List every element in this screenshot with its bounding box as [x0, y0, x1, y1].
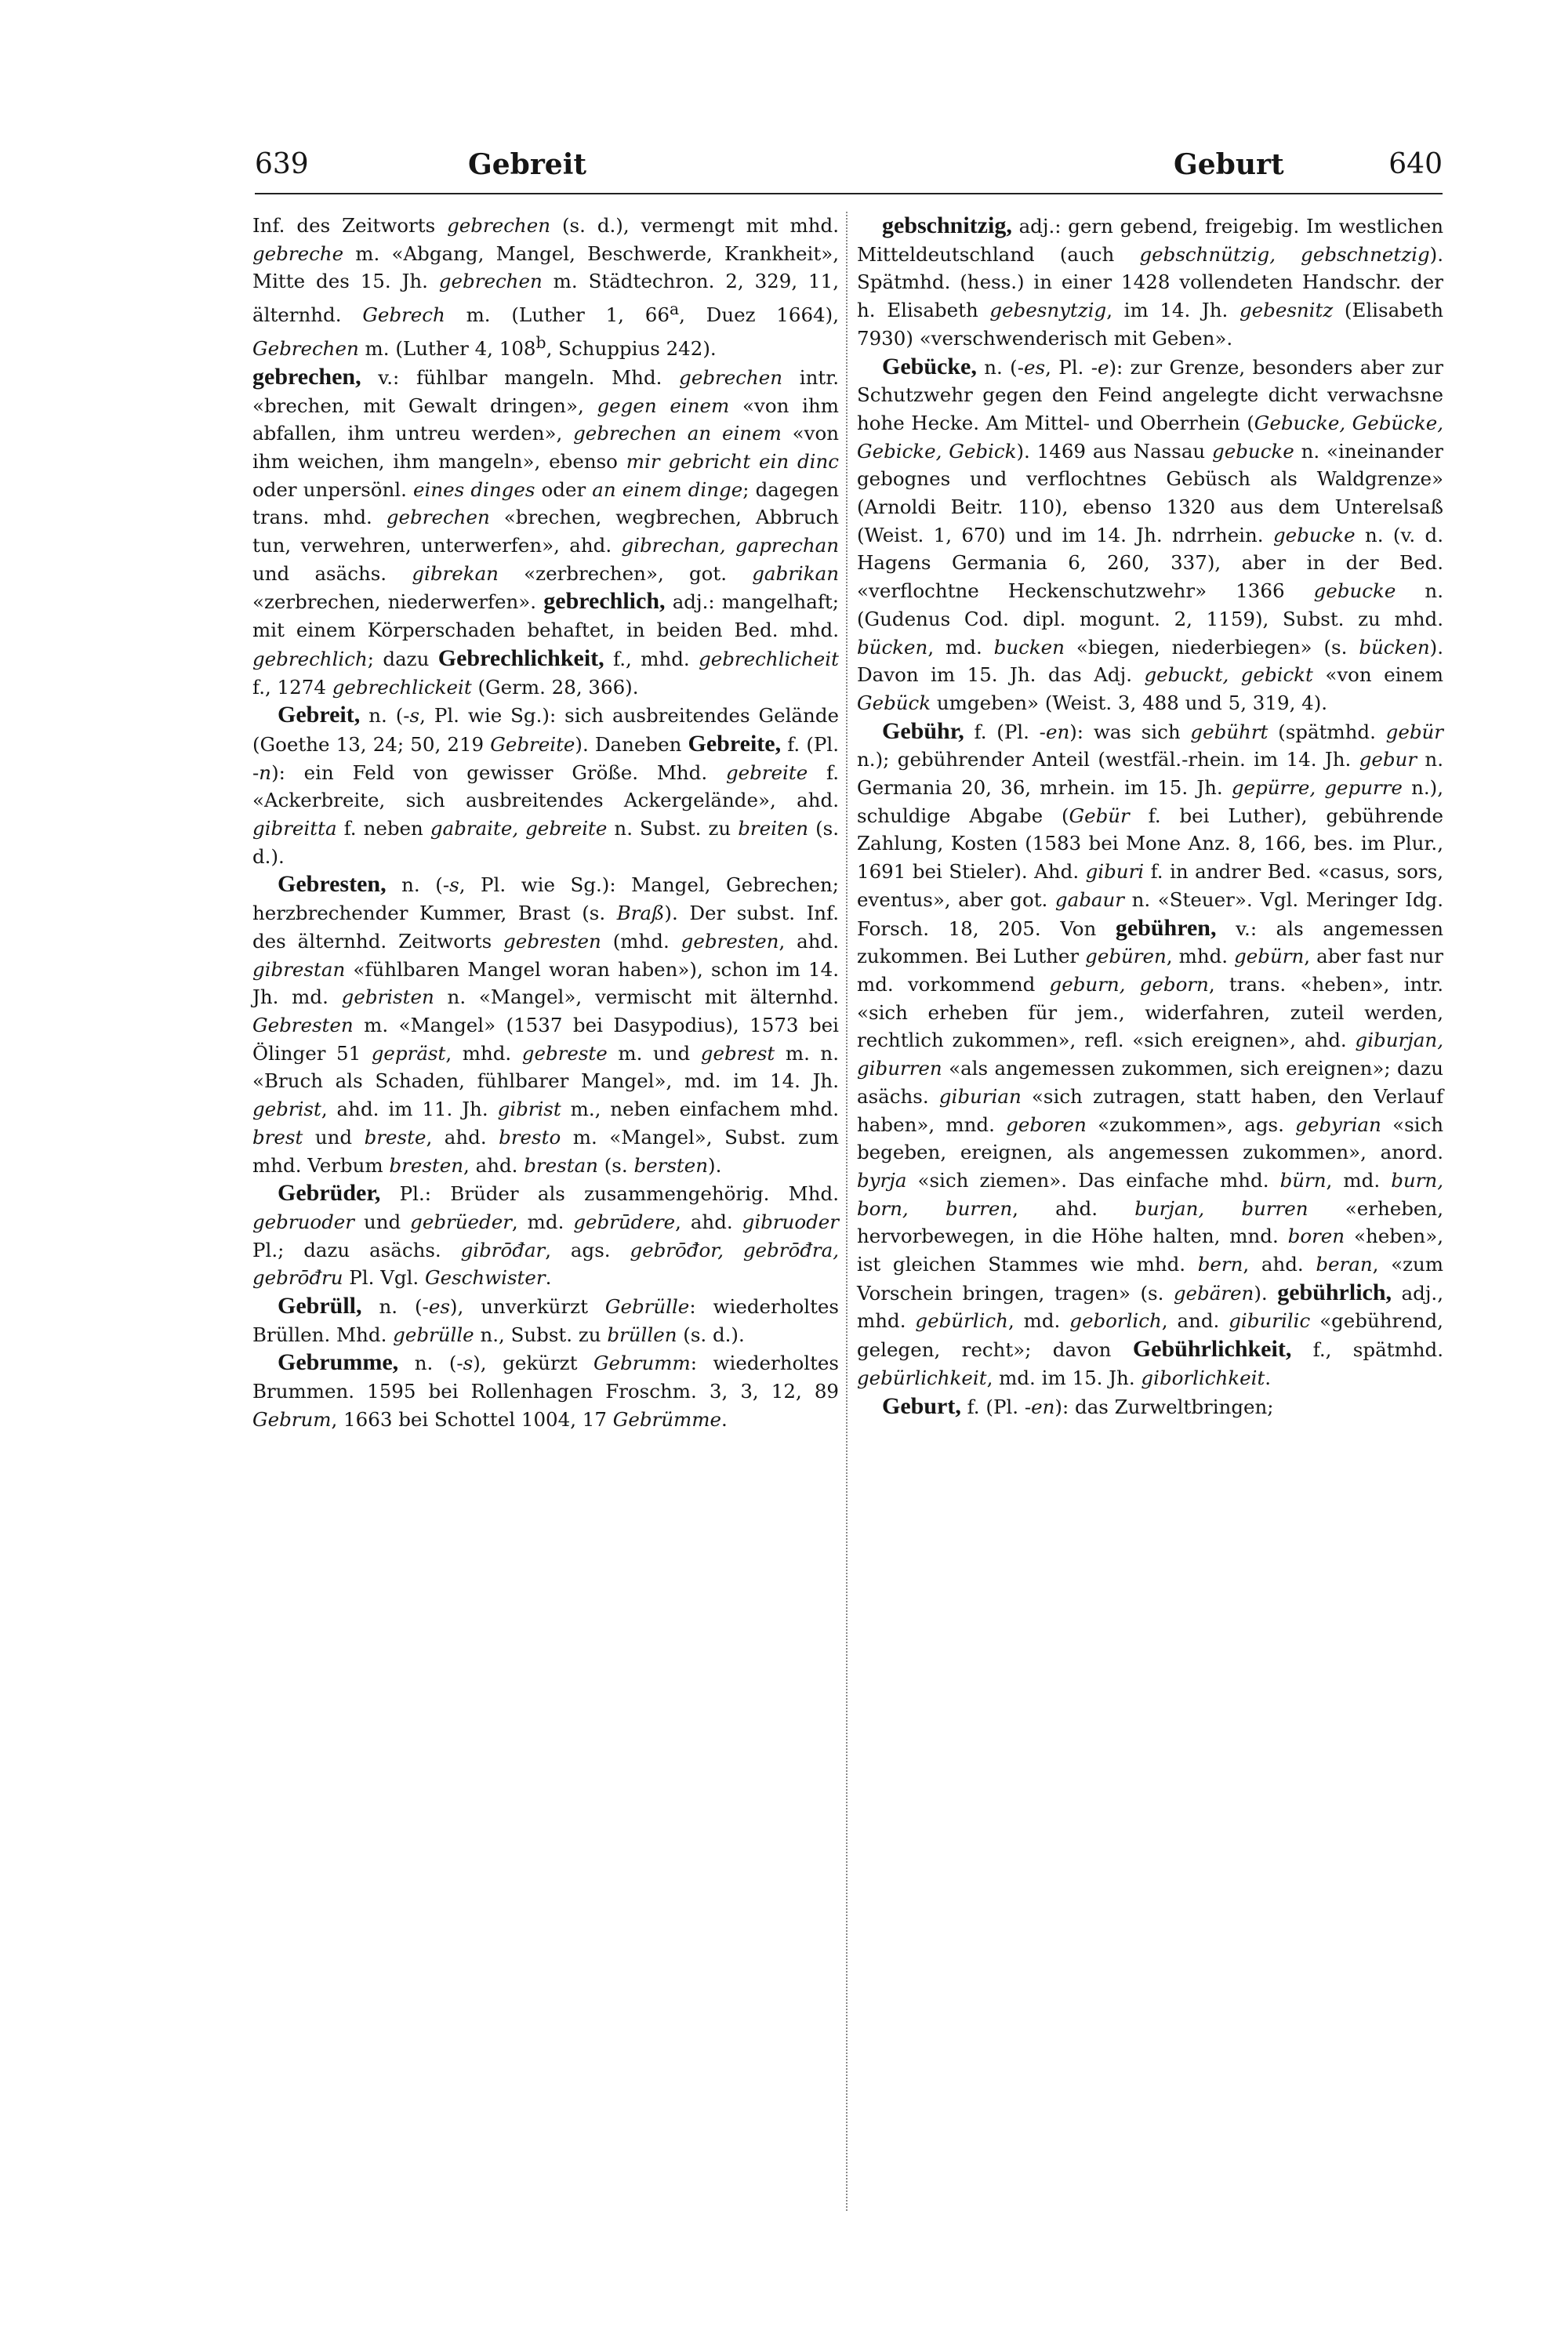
catchword-right: Geburt: [1174, 148, 1284, 181]
entry-gebruell: [252, 1292, 839, 1348]
entry-body: adj.: gern gebend, freigebig. Im westlichen Mitteldeutschland (auch gebschnützig, gebschnetzig). Spätmhd. (hess.) in einer 1428 vollendeten Handschr. der h. Elisabeth gebesnytzig, im 14. Jh. gebesnitz (Elisabeth 7930) «verschwenderisch mit Geben».: [857, 215, 1443, 350]
headword: Gebrüll,: [278, 1293, 362, 1319]
right-column: [857, 212, 1443, 1421]
headword: Gebreit,: [278, 702, 361, 728]
entry-body: Inf. des Zeitworts gebrechen (s. d.), vermengt mit mhd. gebreche m. «Abgang, Mangel, Beschwerde, Krankheit», Mitte des 15. Jh. gebrechen m. Städtechron. 2, 329, 11, älternhd. Gebrech m. (Luther 1, 66$^a$, Duez 1664), Gebrechen m. (Luther 4, 108$^b$, Schuppius 242).: [252, 214, 839, 361]
headword: Gebresten,: [278, 871, 387, 898]
entry-gebrechen-verb: [252, 363, 839, 701]
headword: Gebücke,: [882, 353, 977, 379]
column-divider: [846, 212, 848, 2211]
page-number-left: 639: [255, 148, 309, 180]
entry-body: n. (-s, Pl. wie Sg.): Mangel, Gebrechen; herzbrechender Kummer, Brast (s. Braß). Der subst. Inf. des älternhd. Zeitworts gebresten (mhd. gebresten, ahd. gibrestan «fühlbaren Mangel woran haben»), schon im 14. Jh. md. gebristen n. «Mangel», vermischt mit älternhd. Gebresten m. «Mangel» (1537 bei Dasypodius), 1573 bei Ölinger 51 gepräst, mhd. gebreste m. und gebrest m. n. «Bruch als Schaden, fühlbarer Mangel», md. im 14. Jh. gebrist, ahd. im 11. Jh. gibrist m., neben einfachem mhd. brest und breste, ahd. bresto m. «Mangel», Subst. zum mhd. Verbum bresten, ahd. brestan (s. bersten).: [252, 873, 840, 1177]
entry-body: Pl.: Brüder als zusammengehörig. Mhd. gebruoder und gebrüeder, md. gebrūdere, ahd. gibruoder Pl.; dazu asächs. gibrōđar, ags. gebrōđor, gebrōđra, gebrōđru Pl. Vgl. Geschwister.: [252, 1182, 839, 1290]
entry-gebschnitzig: [857, 212, 1443, 353]
entry-body: f. (Pl. -en): das Zurweltbringen;: [960, 1395, 1274, 1418]
catchword-left: Gebreit: [468, 148, 586, 181]
entry-gebreit: [252, 701, 839, 870]
running-head: [255, 138, 1443, 194]
headword: Gebühr,: [882, 717, 964, 744]
page-number-right: 640: [1388, 148, 1443, 180]
entry-gebresten: [252, 870, 839, 1179]
entry-body: n. (-s), gekürzt Gebrumm: wiederholtes Brummen. 1595 bei Rollenhagen Froschm. 3, 3, 12, 89 Gebrum, 1663 bei Schottel 1004, 17 Gebrümme.: [252, 1352, 839, 1431]
entry-gebrueder: [252, 1179, 839, 1292]
entry-body: f. (Pl. -en): was sich gebührt (spätmhd. gebür n.); gebührender Anteil (westfäl.-rhein. im 14. Jh. gebur n. Germania 20, 36, mrhein. im 15. Jh. gepürre, gepurre n.), schuldige Abgabe (Gebür f. bei Luther), gebührende Zahlung, Kosten (1583 bei Mone Anz. 8, 166, bes. im Plur., 1691 bei Stieler). Ahd. giburi f. in andrer Bed. «casus, sors, eventus», aber got. gabaur n. «Steuer». Vgl. Meringer Idg. Forsch. 18, 205. Von gebühren, v.: als angemessen zukommen. Bei Luther gebüren, mhd. gebürn, aber fast nur md. vorkommend geburn, geborn, trans. «heben», intr. «sich erheben für jem., widerfahren, zuteil werden, rechtlich zukommen», refl. «sich ereignen», ahd. giburjan, giburren «als angemessen zukommen, sich ereignen»; dazu asächs. giburian «sich zutragen, statt haben, den Verlauf haben», mnd. geboren «zukommen», ags. gebyrian «sich begeben, ereignen, als angemessen zukommen», anord. byrja «sich ziemen». Das einfache mhd. bürn, md. burn, born, burren, ahd. burjan, burren «erheben, hervorbewegen, in die Höhe halten, mnd. boren «heben», ist gleichen Stammes wie mhd. bern, ahd. beran, «zum Vorschein bringen, tragen» (s. gebären). gebührlich, adj., mhd. gebürlich, md. geborlich, and. giburilic «gebührend, gelegen, recht»; davon Gebührlichkeit, f., spätmhd. gebürlichkeit, md. im 15. Jh. giborlichkeit.: [857, 720, 1444, 1389]
headword: Gebrumme,: [278, 1349, 399, 1376]
entry-gebuehr: [857, 717, 1443, 1392]
entry-body: v.: fühlbar mangeln. Mhd. gebrechen intr. «brechen, mit Gewalt dringen», gegen einem «von ihm abfallen, ihm untreu werden», gebrechen an einem «von ihm weichen, ihm mangeln», ebenso mir gebricht ein dinc oder unpersönl. eines dinges oder an einem dinge; dagegen trans. mhd. gebrechen «brechen, wegbrechen, Abbruch tun, verwehren, unterwerfen», ahd. gibrechan, gaprechan und asächs. gibrekan «zerbrechen», got. gabrikan «zerbrechen, niederwerfen». gebrechlich, adj.: mangelhaft; mit einem Körperschaden behaftet, in beiden Bed. mhd. gebrechlich; dazu Gebrechlichkeit, f., mhd. gebrechlicheit f., 1274 gebrechlickeit (Germ. 28, 366).: [252, 365, 839, 699]
headword: Gebrüder,: [278, 1180, 381, 1207]
headword: Geburt,: [882, 1392, 961, 1419]
entry-body: n. (-es, Pl. -e): zur Grenze, besonders aber zur Schutzwehr gegen den Feind angelegte dicht verwachsne hohe Hecke. Am Mittel- und Oberrhein (Gebucke, Gebücke, Gebicke, Gebick). 1469 aus Nassau gebucke n. «ineinander gebognes und verflochtnes Gebüsch als Waldgrenze» (Arnoldi Beitr. 110), ebenso 1320 aus dem Unterelsaß (Weist. 1, 670) und im 14. Jh. ndrrhein. gebucke n. (v. d. Hagens Germania 6, 260, 337), aber in der Bed. «verflochtne Heckenschutzwehr» 1366 gebucke n. (Gudenus Cod. dipl. mogunt. 2, 1159), Subst. zu mhd. bücken, md. bucken «biegen, niederbiegen» (s. bücken). Davon im 15. Jh. das Adj. gebuckt, gebickt «von einem Gebück umgeben» (Weist. 3, 488 und 5, 319, 4).: [857, 355, 1444, 714]
entry-geburt: [857, 1392, 1443, 1421]
entry-gebrumme: [252, 1348, 839, 1433]
entry-gebrechen-cont: [252, 212, 839, 363]
entry-body: n. (-s, Pl. wie Sg.): sich ausbreitendes Gelände (Goethe 13, 24; 50, 219 Gebreite). Daneben Gebreite, f. (Pl. -n): ein Feld von gewisser Größe. Mhd. gebreite f. «Ackerbreite, sich ausbreitendes Ackergelände», ahd. gibreitta f. neben gabraite, gebreite n. Subst. zu breiten (s. d.).: [252, 704, 839, 868]
left-column: [252, 212, 839, 1434]
entry-gebuecke: [857, 353, 1443, 717]
entry-body: n. (-es), unverkürzt Gebrülle: wiederholtes Brüllen. Mhd. gebrülle n., Subst. zu brüllen (s. d.).: [252, 1295, 840, 1346]
headword: gebrechen,: [252, 363, 361, 390]
headword: gebschnitzig,: [882, 212, 1012, 238]
